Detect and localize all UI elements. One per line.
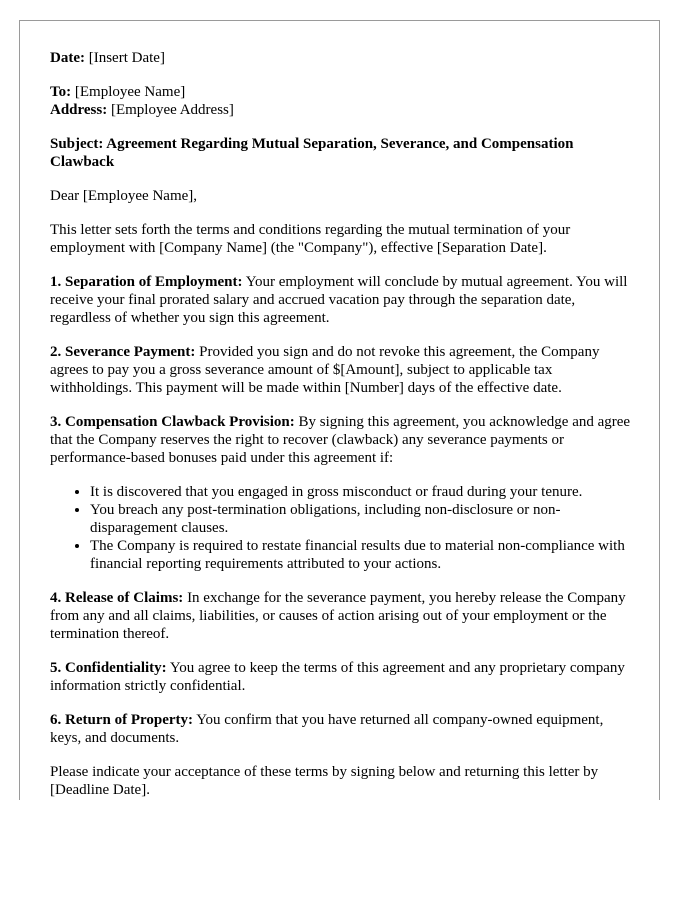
section-body: By signing this agreement, you acknowledge and agree that the Company reserves the right to recover (clawback) any severance payments or performance-based bonuses paid under this agreement if: [50,414,631,466]
letter-content [50,49,635,800]
address-line [50,101,635,119]
section-clawback [50,413,635,467]
section-heading: 5. Confidentiality: [50,660,167,676]
section-heading: 3. Compensation Clawback Provision: [50,414,295,430]
section-release-of-claims [50,589,635,643]
list-item: • You breach any post-termination obligations, including non-disclosure or non-disparagement clauses. [90,501,635,537]
list-item: • It is discovered that you engaged in gross misconduct or fraud during your tenure. [90,483,635,501]
section-body: Your employment will conclude by mutual agreement. You will receive your final prorated salary and accrued vacation pay through the separation date, regardless of whether you sign this agreement. [50,274,628,326]
date-value: [Insert Date] [88,50,165,66]
section-heading: 1. Separation of Employment: [50,274,243,290]
section-separation [50,273,635,327]
section-heading: 6. Return of Property: [50,712,194,728]
address-value: [Employee Address] [110,102,234,118]
subject-line: Subject: Agreement Regarding Mutual Separation, Severance, and Compensation Clawback [50,136,574,170]
section-heading: 4. Release of Claims: [50,590,184,606]
list-item: • The Company is required to restate financial results due to material non-compliance with financial reporting requirements attributed to your actions. [90,537,635,573]
intro-paragraph: This letter sets forth the terms and conditions regarding the mutual termination of your employment with [Company Name] (the "Company"), effective [Separation Date]. [50,222,571,256]
section-heading: 2. Severance Payment: [50,344,196,360]
to-line [50,83,635,101]
section-severance [50,343,635,397]
section-body: You agree to keep the terms of this agreement and any proprietary company information strictly confidential. [50,660,625,694]
date-label: Date: [50,50,85,66]
section-body: Provided you sign and do not revoke this agreement, the Company agrees to pay you a gross severance amount of $[Amount], subject to applicable tax withholdings. This payment will be made within [Number] days of the effective date. [50,344,600,396]
section-confidentiality [50,659,635,695]
section-body: You confirm that you have returned all company-owned equipment, keys, and documents. [50,712,604,746]
section-return-of-property [50,711,635,747]
section-body: In exchange for the severance payment, you hereby release the Company from any and all claims, liabilities, or causes of action arising out of your employment or the termination thereof. [50,590,626,642]
address-label: Address: [50,102,108,118]
letter-page [19,20,660,800]
to-label: To: [50,84,72,100]
salutation: Dear [Employee Name], [50,188,198,204]
to-value: [Employee Name] [74,84,186,100]
date-line [50,49,635,67]
clawback-conditions-list [50,483,635,573]
closing-paragraph: Please indicate your acceptance of these terms by signing below and returning this letter by [Deadline Date]. [50,764,599,798]
